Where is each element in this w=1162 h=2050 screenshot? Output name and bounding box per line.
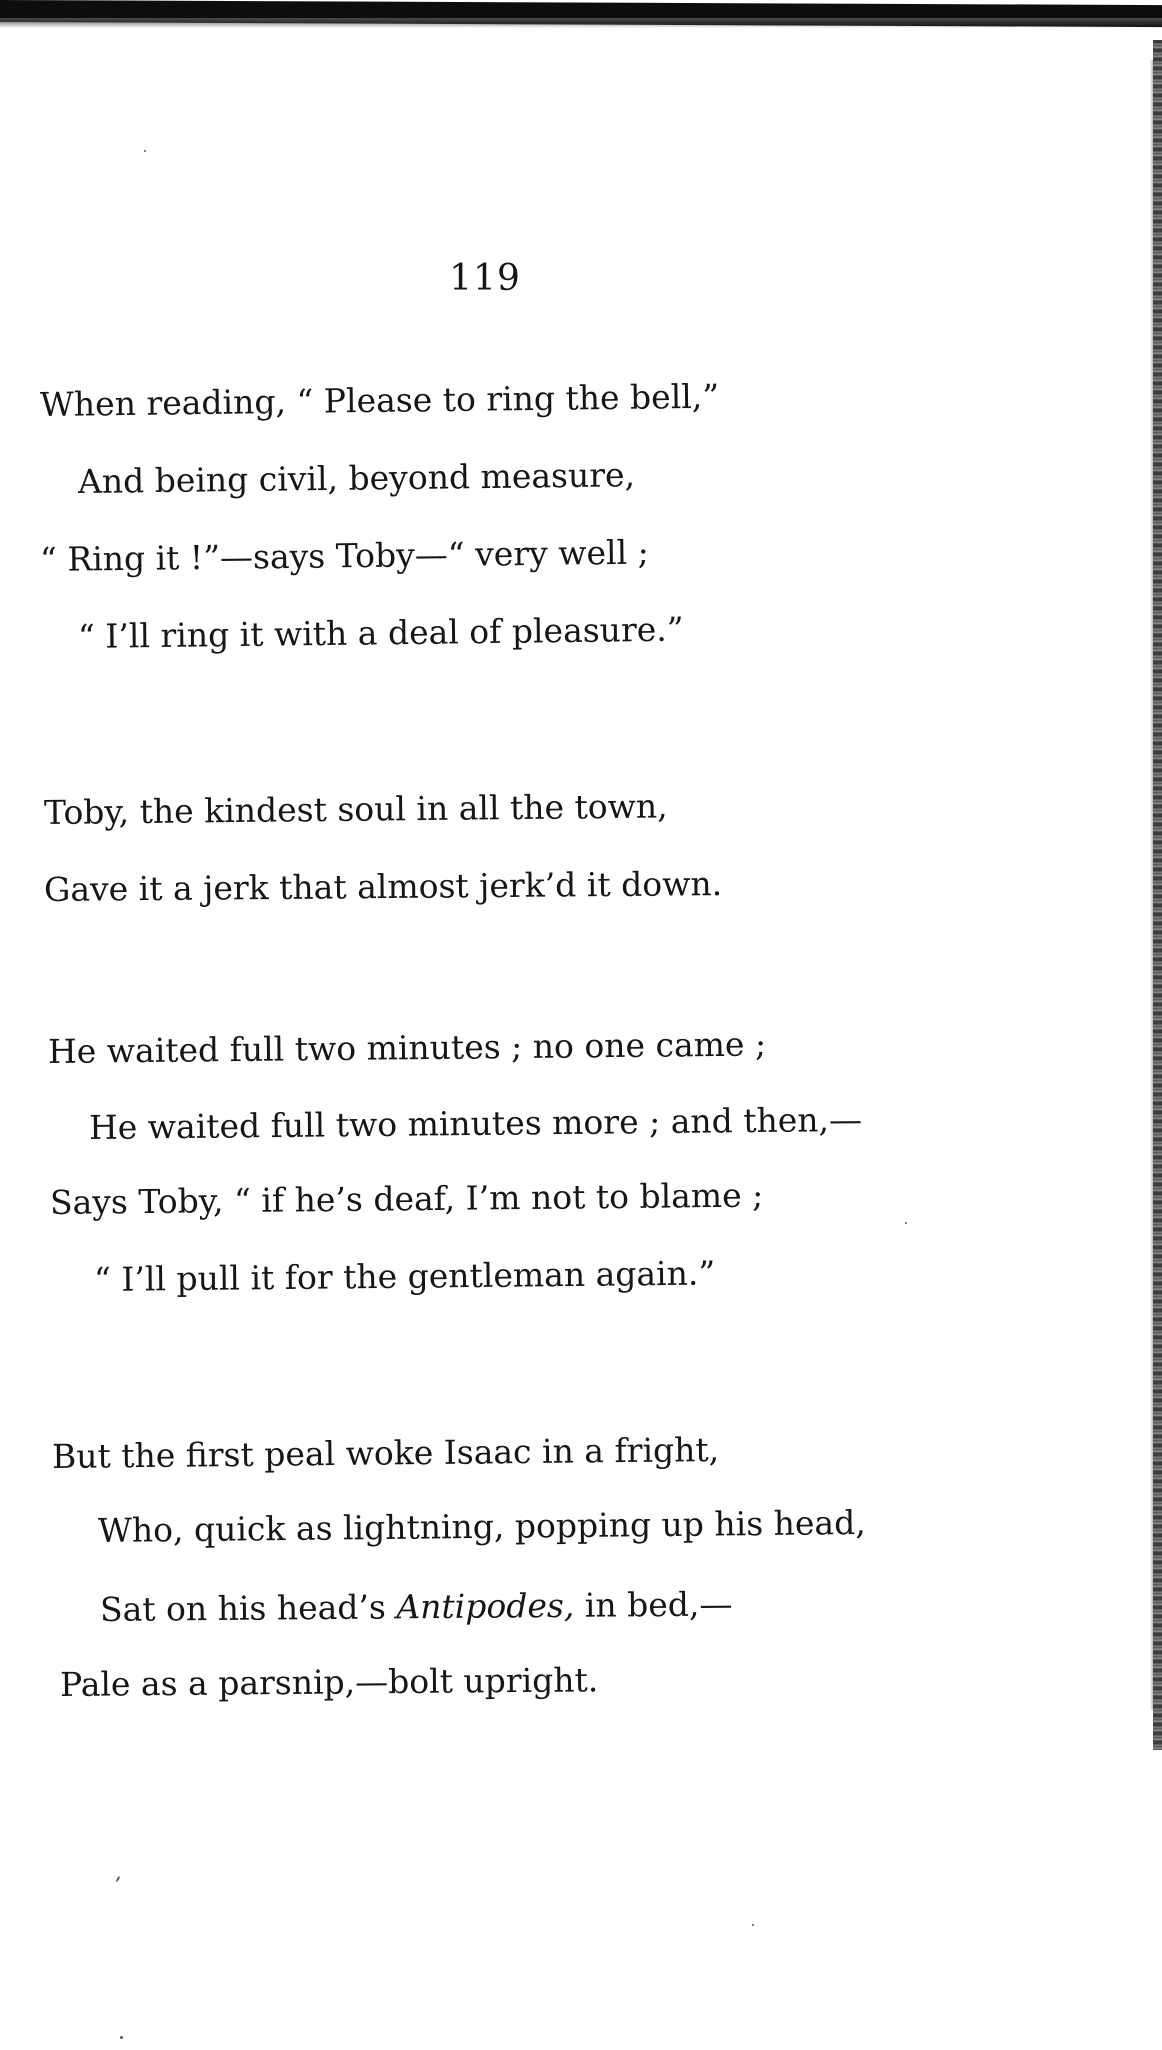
print-speck [144,150,146,152]
verse-line: “ I’ll ring it with a deal of pleasure.” [77,609,684,656]
verse-line: Who, quick as lightning, popping up his head, [97,1502,866,1550]
page-number: 119 [449,258,521,299]
verse-line: And being civil, beyond measure, [77,455,636,501]
verse-text: in bed,— [574,1584,733,1625]
verse-line: When reading, “ Please to ring the bell,” [39,376,720,424]
verse-line: He waited full two minutes ; no one came ; [47,1024,767,1071]
verse-line: “ Ring it !”—says Toby—“ very well ; [39,532,649,579]
verse-line: But the first peal woke Isaac in a fright, [51,1430,720,1476]
verse-line-with-italic [100,1584,733,1630]
print-speck [120,2036,123,2039]
print-speck [905,1222,907,1224]
verse-line: Pale as a parsnip,—bolt upright. [59,1660,599,1704]
verse-line: Toby, the kindest soul in all the town, [43,786,668,832]
page-right-shadow [1150,60,1153,1710]
verse-line: “ I’ll pull it for the gentleman again.” [93,1253,716,1299]
verse-line: Gave it a jerk that almost jerk’d it down. [43,864,723,909]
verse-line: He waited full two minutes more ; and then,— [88,1099,863,1147]
page-right-edge [1153,40,1162,1750]
print-speck [752,1924,754,1926]
verse-line: Says Toby, “ if he’s deaf, I’m not to blame ; [49,1175,764,1222]
page-top-shadow [0,18,1162,28]
verse-text: Sat on his head’s [99,1587,397,1629]
print-speck [116,1876,121,1882]
italic-word: Antipodes, [396,1585,575,1627]
